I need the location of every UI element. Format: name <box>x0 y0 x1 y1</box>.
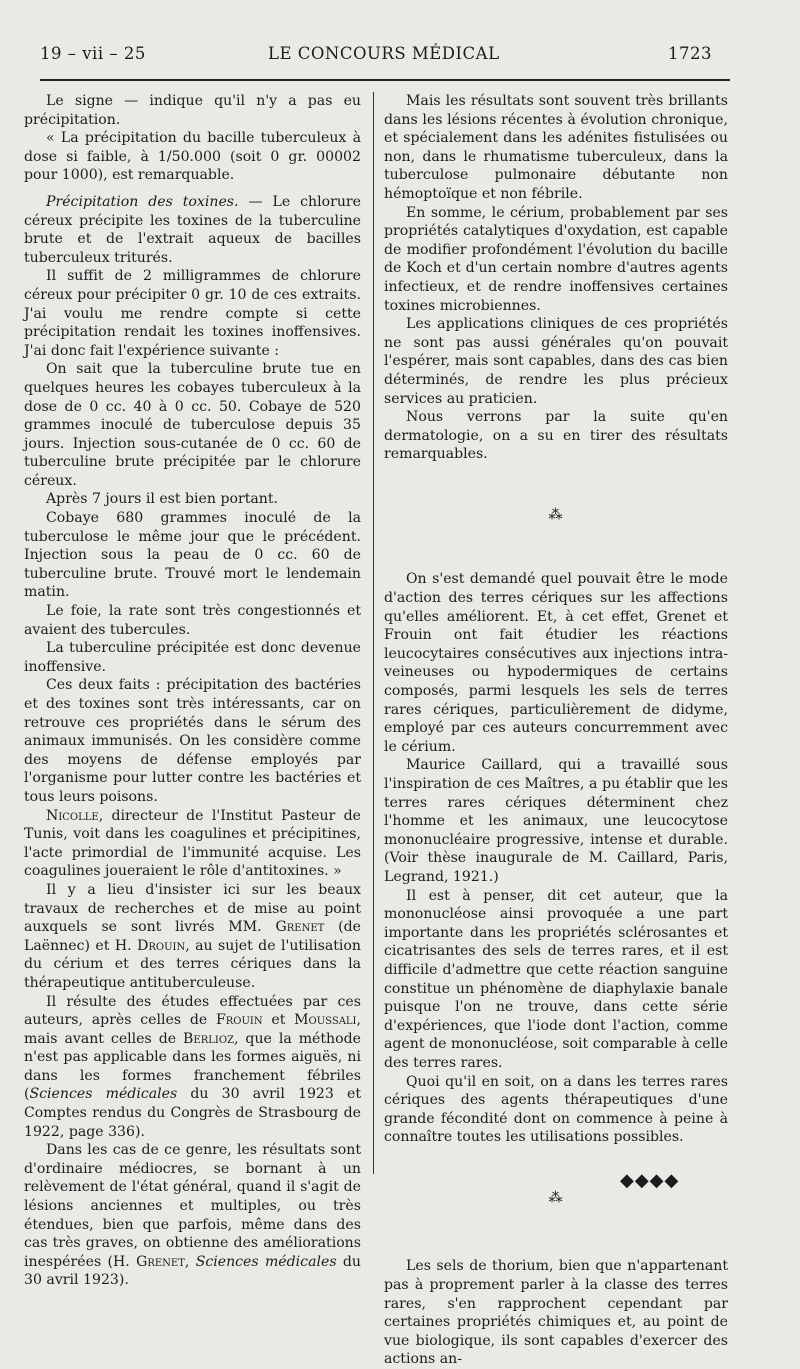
paragraph: Cobaye 680 grammes inoculé de la tuberculose le même jour que le précédent. Injection sous la peau de 0 cc. 60 de tuberculine brute. Trouvé mort le lendemain matin. <box>24 510 361 601</box>
paragraph: Ces deux faits : précipitation des bactéries et des toxines sont très intéressants, car on retrouve ces propriétés dans le sérum des animaux immunisés. On les considère comme des moyens de défense employés par l'organisme pour lutter contre les bactéries et tous leurs poisons. <box>24 677 361 805</box>
header-date: 19 – vii – 25 <box>40 44 146 63</box>
paragraph: On sait que la tuberculine brute tue en quelques heures les cobayes tuberculeux à la dose de 0 cc. 40 à 0 cc. 50. Cobaye de 520 grammes inoculé de tuberculose depuis 35 jours. Injection sous-cutanée de 0 cc. 60 de tuberculine brute précipitée par le chlorure céreux. <box>24 361 361 489</box>
author-name: Berlioz <box>183 1030 234 1047</box>
paragraph: Maurice Caillard, qui a travaillé sous l'inspiration de ces Maîtres, a pu établir que les terres rares cériques déterminent chez l'homme et les animaux, une leucocytose mononucléaire progressive, intense et durable. (Voir thèse inaugurale de M. Caillard, Paris, Legrand, 1921.) <box>384 757 728 885</box>
paragraph: « La précipitation du bacille tuberculeux à dose si faible, à 1/50.000 (soit 0 gr. 00002 pour 1000), est remarquable. <box>24 130 361 184</box>
paragraph: Le foie, la rate sont très congestionnés et avaient des tubercules. <box>24 603 361 638</box>
paragraph: Il y a lieu d'insister ici sur les beaux travaux de recherches et de mise au point auxquels se sont livrés MM. Grenet (de Laënnec) et H. Drouin, au sujet de l'utilisation du cérium et des terres cériques dans la thérapeutique antituberculeuse. <box>24 881 361 991</box>
paragraph: Les sels de thorium, bien que n'appartenant pas à proprement parler à la classe des terres rares, s'en rapprochent cependant par certaines propriétés chimiques et, au point de vue biologique, ils sont capables d'exercer des actions an- <box>384 1258 728 1368</box>
paragraph: Il suffit de 2 milligrammes de chlorure céreux pour précipiter 0 gr. 10 de ces extraits. J'ai voulu me rendre compte si cette précipitation rendait les toxines inoffensives. J'ai donc fait l'expérience suivante : <box>24 268 361 359</box>
paragraph: Il résulte des études effectuées par ces auteurs, après celles de Frouin et Moussali, mais avant celles de Berlioz, que la méthode n'est pas applicable dans les formes aiguës, ni dans les formes franchement fébriles (Sciences médicales du 30 avril 1923 et Comptes rendus du Congrès de Strasbourg de 1922, page 336). <box>24 993 361 1140</box>
author-name: Drouin <box>137 937 186 954</box>
author-name: Grenet <box>136 1253 185 1270</box>
continuation-ornament: ◆◆◆◆ <box>620 1170 680 1191</box>
paragraph: Nicolle, directeur de l'Institut Pasteur de Tunis, voit dans les coagulines et précipitines, l'acte primordial de l'immunité acquise. Les coagulines joueraient le rôle d'antitoxines. » <box>24 807 361 880</box>
header-journal-title: LE CONCOURS MÉDICAL <box>268 44 500 63</box>
paragraph: Nous verrons par la suite qu'en dermatologie, on a su en tirer des résultats remarquables. <box>384 409 728 463</box>
journal-citation: Sciences médicales <box>29 1086 178 1103</box>
journal-citation: Sciences médicales <box>195 1253 337 1270</box>
section-separator: ⁂ <box>548 1189 564 1206</box>
paragraph: En somme, le cérium, probablement par ses propriétés catalytiques d'oxydation, est capable de modifier profondément l'évolution du bacille de Koch et d'un certain nombre d'autres agents infectieux, et de rendre inoffensives certaines toxines microbiennes. <box>384 204 728 314</box>
paragraph: Il est à penser, dit cet auteur, que la mononucléose ainsi provoquée a une part importante dans les propriétés sclérosantes et cicatrisantes des sels de terres rares, et il est difficile d'admettre que cette réaction sanguine constitue un phénomène de diaphylaxie banale puisque l'on ne trouve, dans cette série d'expériences, que l'iode dont l'action, comme agent de mononucléose, soit comparable à celle des terres rares. <box>384 887 728 1071</box>
paragraph: On s'est demandé quel pouvait être le mode d'action des terres cériques sur les affections qu'elles améliorent. Et, à cet effet, Grenet et Frouin ont fait étudier les réactions leucocytaires consécutives aux injections intra-veineuses ou hypodermiques de certains composés, parmi lesquels les sels de terres rares cériques, particulièrement de didyme, employé par ces auteurs concurremment avec le cérium. <box>384 571 728 755</box>
paragraph: Quoi qu'il en soit, on a dans les terres rares cériques des agents thérapeutiques d'une grande fécondité dont on commence à peine à connaître toutes les utilisations possibles. <box>384 1073 728 1146</box>
section-separator: ⁂ <box>548 506 564 523</box>
author-name: Nicolle <box>46 807 99 824</box>
running-header <box>40 44 712 74</box>
header-rule <box>40 79 730 81</box>
author-name: Grenet <box>275 919 325 936</box>
paragraph: Mais les résultats sont souvent très brillants dans les lésions récentes à évolution chronique, et spécialement dans les adénites fistulisées ou non, dans le rhumatisme tuberculeux, dans la tuberculose pulmonaire débutante non hémoptoïque et non fébrile. <box>384 93 728 202</box>
left-column <box>24 92 361 1290</box>
author-name: Frouin <box>215 1012 263 1029</box>
paragraph: La tuberculine précipitée est donc devenue inoffensive. <box>24 640 361 675</box>
paragraph: Les applications cliniques de ces propriétés ne sont pas aussi générales qu'on pouvait l'espérer, mais sont capables, dans des cas bien déterminés, de rendre les plus précieux services au praticien. <box>384 316 728 407</box>
section-heading: Précipitation des toxines. <box>46 193 239 210</box>
author-name: Moussali <box>294 1012 357 1029</box>
header-page-number: 1723 <box>668 44 712 63</box>
paragraph: Précipitation des toxines. — Le chlorure céreux précipite les toxines de la tuberculine brute et de l'extrait aqueux de bacilles tuberculeux triturés. <box>24 193 361 266</box>
paragraph: Le signe — indique qu'il n'y a pas eu précipitation. <box>24 93 361 128</box>
paragraph: Dans les cas de ce genre, les résultats sont d'ordinaire médiocres, se bornant à un relèvement de l'état général, quand il s'agit de lésions anciennes et multiples, ou très étendues, bien que parfois, même dans des cas très graves, on obtienne des améliorations inespérées (H. Grenet, Sciences médicales du 30 avril 1923). <box>24 1142 361 1289</box>
column-divider <box>373 92 374 1174</box>
paragraph: Après 7 jours il est bien portant. <box>46 491 278 508</box>
